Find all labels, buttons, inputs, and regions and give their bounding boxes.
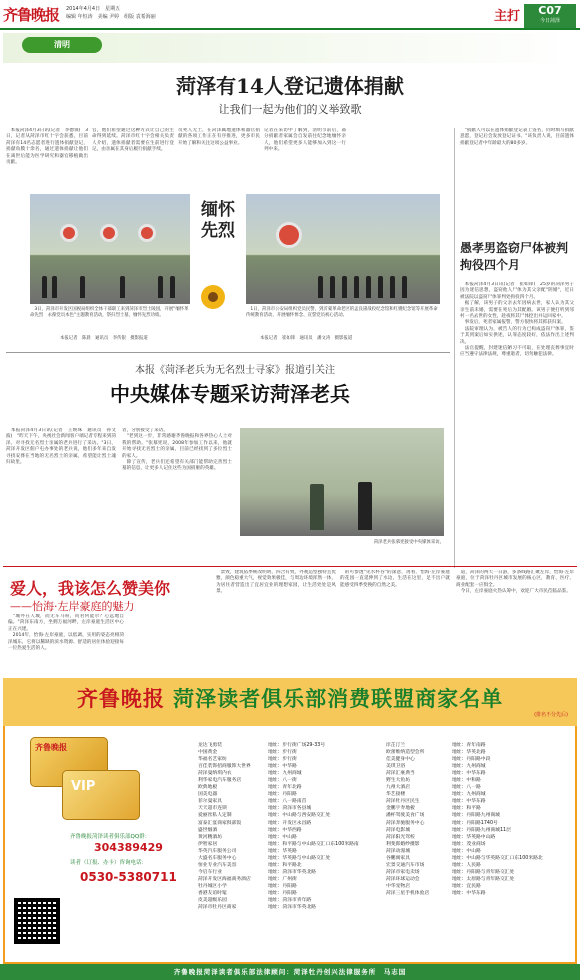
club-card-logo: 齐鲁晚报 — [35, 742, 67, 752]
qingming-badge: 清明 — [22, 37, 102, 53]
merchant-ad-heading: 菏泽读者俱乐部消费联盟商家名单 — [173, 686, 504, 711]
caption-veteran: 菏泽老兵张慕宪接受中央媒体采访。 — [373, 540, 444, 545]
merchant-name — [386, 897, 452, 904]
merchant-row — [198, 812, 574, 819]
merchant-ad-title — [10, 683, 570, 713]
merchant-address: 地址：中山路 — [268, 834, 297, 840]
merchant-address: 地址：华英路 — [268, 848, 297, 854]
club-phone-label: 读者（订报、办卡）咨询电话： — [70, 860, 148, 866]
merchant-address: 地址：菏泽市各县城 — [268, 806, 312, 812]
merchant-name: 野生大鱼坊 — [386, 778, 410, 784]
merchant-name: 金鹏宇寿地板 — [386, 806, 415, 812]
theft-body: 本报菏泽4月3日讯(记者 崔如锋) 25岁的菏泽男子因为迷信思想，盗窃他人尸体为其父亲配"阴婚"，近日被法院以盗窃尸体罪判处拘役四个月。 据了解，该男子的父亲去年因病去世，家人认为其父亲生前未婚，需要在死后为其配婚。该男子便打听到邻村一名去世的女性，趁夜将其尸体挖出并运回家中。 事发后，死者家属报警，警方很快将其抓获归案。 法院审理认为，被告人的行为已构成盗窃尸体罪，鉴于其到案后如实供述，认罪态度较好，依法作出上述判决。 法官提醒，封建迷信陋习不可取，在处理丧葬事宜时应当遵守法律法规，尊重逝者，切勿触犯法律。 — [460, 282, 574, 358]
merchant-name: 恒业专业汽车美容 — [198, 862, 237, 868]
merchant-name: 菏泽环球运动会 — [386, 876, 420, 882]
column-divider — [454, 128, 455, 568]
merchant-address: 地址：丹阳路与青年路交汇处 — [452, 869, 515, 875]
qr-code-icon[interactable] — [14, 898, 60, 944]
merchant-name: 菏泽开发区海福商务酒店 — [198, 876, 251, 882]
merchant-row — [198, 763, 574, 770]
merchant-name: 大盛名车服务中心 — [198, 855, 237, 861]
merchant-address: 地址：中山路与华英路交汇口东100米路北 — [452, 855, 543, 861]
merchant-row — [198, 834, 574, 841]
merchant-address: 地址：和平路与中山路交汇口东100米路南 — [268, 841, 359, 847]
merchant-address: 地址：菏泽市华英北路 — [268, 905, 316, 911]
merchant-row — [198, 770, 574, 777]
merchant-name: 中国黄金 — [198, 750, 218, 756]
headline-veterans: 中央媒体专题采访菏泽老兵 — [110, 382, 350, 406]
merchant-name: 盛世烟酒 — [198, 827, 218, 833]
merchant-row — [198, 805, 574, 812]
merchant-address: 地址：华英路与中山路交汇处 — [268, 855, 331, 861]
donation-col-5: "捐献人可以在遗体捐献登记表上签名，同时填写捐献意愿，登记后会发放登记证书。"该负责人说，目前遗体捐献登记者中年龄最大的80多岁。 — [460, 128, 574, 146]
merchant-name: 美琪卫浴 — [386, 764, 406, 770]
merchant-address: 地址：九州商城 — [452, 792, 486, 798]
merchant-name: 菏泽电影城 — [386, 827, 410, 833]
merchant-address: 地址：中华东路 — [452, 771, 486, 777]
subhead-donation: 让我们一起为他们的义举致歌 — [218, 103, 362, 116]
merchant-address: 地址：中山路与西安路交汇处 — [268, 813, 331, 819]
love-col-1: "城外在人城，而无车马喧，问君何能尔？心远地自偏。"菏泽东南方，坐拥万福河畔，左岸豪庭生活区中心正在兴建。 2014年，怡海·左岸豪庭，以低调、实用的姿态亮相菏泽城东，它将以稀缺的滨水资源、舒适的居住体验迎接每一位热爱生活的人。 — [8, 614, 124, 652]
flower-icon — [198, 282, 228, 312]
merchant-ad-brand: 齐鲁晚报 — [76, 686, 165, 711]
merchant-address: 地址：步行街 — [268, 757, 297, 763]
love-divider — [3, 566, 577, 567]
merchant-address: 地址：青年北路 — [268, 785, 302, 791]
headline-theft: 愚孝男盗窃尸体被判拘役四个月 — [460, 241, 569, 272]
club-phone-number: 0530-5380711 — [80, 870, 177, 884]
merchant-row — [198, 848, 574, 855]
merchant-name: 潘杯驾驶美食广场 — [386, 813, 425, 819]
merchant-row — [198, 890, 574, 897]
donation-col-3: 员死人无土，在菏泽属地遗体和器官捐献的各项工作正在有序推进，更多市民开始了解和关注这项公益事业。 — [178, 128, 260, 146]
merchant-address: 地址：丹阳路九州商城11层 — [452, 827, 511, 833]
merchant-ad-note: (排名不分先后) — [534, 712, 568, 718]
club-qq-number: 304389429 — [94, 841, 163, 854]
merchant-address: 地址：丹阳路 — [268, 792, 297, 798]
merchant-address: 地址：步行街 — [268, 750, 297, 756]
love-col-4: 道，菏泽的两天一日游，多条线路汇聚左岸，怡海·左岸豪庭，位于菏泽牡丹区城市发展的核心区，教育、医疗、商业配套一应俱全。 今日，左岸豪庭火热认筹中，欢迎广大市民莅临品鉴。 — [456, 570, 574, 595]
merchant-address: 地址：中华东路 — [452, 799, 486, 805]
merchant-address: 地址：八一路 — [452, 785, 481, 791]
merchant-row — [198, 777, 574, 784]
merchant-address: 地址：宜民路 — [452, 883, 481, 889]
merchant-address: 地址：丹阳路 — [268, 890, 297, 896]
merchant-name: 菏泽市牡丹区商家 — [198, 905, 237, 911]
merchant-row — [198, 742, 574, 749]
merchant-name: 佳美健身中心 — [386, 757, 415, 763]
merchant-address: 地址：华英路中山路 — [452, 834, 496, 840]
merchant-address: 地址：中华东路 — [452, 890, 486, 896]
love-col-3: 的可参透"见水杯吞"的深意，再看，怡海·左岸豪庭的花园一直延伸到了水边，生活在这里，足不出户就能感受四季变换的自然之美。 — [340, 570, 450, 588]
merchant-row — [198, 820, 574, 827]
merchant-row — [198, 904, 574, 911]
merchant-address: 地址：太原路与青年路交汇处 — [452, 876, 515, 882]
page-number: C07 — [538, 4, 562, 17]
love-col-2: 景致，建筑依季候改明明，四合有致，外观造型独特且优雅，颜色稳重大气，视觉效果极佳，与周边环境浑然一体，为居住者营造出了宜居宜业的理想家园，让生活处处是风景。 — [216, 570, 336, 595]
merchant-name: 菏泽曼纳琪内衣 — [198, 771, 232, 777]
merchant-address: 地址：开发区永昌路 — [268, 820, 312, 826]
vertical-title: 缅怀先烈 — [201, 200, 235, 241]
merchant-name: 今启车行业 — [198, 869, 222, 875]
merchant-name: 华艺接楼 — [386, 792, 406, 798]
merchant-name: 牡丹城区小学 — [198, 883, 227, 889]
merchant-row — [198, 862, 574, 869]
merchant-name: 中华宠物店 — [386, 883, 410, 889]
merchant-name: 欧典地板 — [198, 785, 218, 791]
merchant-address: 地址：和平路 — [452, 806, 481, 812]
merchant-row — [198, 897, 574, 904]
caption-police: 1日，菏泽市公安局组织党员民警，到沂蒙革命老区的孟良崮战役纪念馆和红嫂纪念馆等开展革命传统教育活动，开展缅怀悼念、宣誓党员初心活动。 — [246, 307, 438, 318]
merchant-address: 地址：中华路 — [268, 764, 297, 770]
caption-tax-credit: 本报记者 陈晨 通讯员 李传银 摄影报道 — [60, 336, 148, 341]
merchant-row — [198, 784, 574, 791]
merchant-address: 地址：丹阳路1740号 — [452, 820, 498, 826]
merchant-row — [198, 869, 574, 876]
section-divider — [6, 352, 450, 353]
merchant-address: 地址：九州商城 — [452, 764, 486, 770]
kicker-veterans: 本报《菏泽老兵为无名烈士寻家》报道引关注 — [135, 365, 335, 376]
merchant-name: 岸芷汀兰 — [386, 743, 406, 748]
merchant-name: 菏泽牡丹区民生 — [386, 799, 420, 805]
club-card-vip-label: VIP — [71, 779, 96, 794]
merchant-address: 地址：中和路 — [452, 778, 481, 784]
club-card-vip — [62, 770, 140, 820]
section-name: 主打 — [493, 9, 520, 24]
merchant-address: 地址：步行街广场29-33号 — [268, 743, 326, 748]
merchant-address: 地址：八一路南首 — [268, 799, 307, 805]
merchant-address: 地址：中山路 — [452, 848, 481, 854]
merchant-address: 地址：菏泽市华英北路 — [268, 869, 316, 875]
merchant-address: 地址：茂业商场 — [452, 841, 486, 847]
merchant-name: 龙达飞勇装 — [198, 743, 222, 748]
merchant-name: 菏泽阳光驾校 — [386, 834, 415, 840]
merchant-name: 黄河精酒坊 — [198, 834, 222, 840]
merchant-name: 爱丽丝私人定制 — [198, 813, 232, 819]
merchant-row — [198, 756, 574, 763]
merchant-name: 百佳装饰招商服饰大世界 — [198, 764, 251, 770]
caption-police-credit: 本报记者 崔如锋 通讯员 潘文涛 摄影报道 — [260, 336, 353, 341]
merchant-name — [386, 904, 452, 911]
merchant-row — [198, 749, 574, 756]
photo-veteran-interview — [240, 428, 444, 536]
merchant-name: 菏泽三星手机体验店 — [386, 890, 430, 896]
merchant-name: 九州大酒店 — [386, 785, 410, 791]
photo-memorial-police — [246, 194, 440, 304]
merchant-row — [198, 791, 574, 798]
merchant-address: 地址：青年南路 — [452, 743, 486, 748]
donation-col-2: 官，他们希望通过这种方式让自己的生命得到延续。菏泽市红十字会相关负责人介绍，遗体捐献者需要在生前进行登记，由亲属在其身后履行捐献手续。 — [92, 128, 174, 153]
merchant-row — [198, 827, 574, 834]
club-qq-label: 齐鲁晚报菏泽读者俱乐部QQ群： — [70, 834, 151, 840]
page-section: 今日菏泽 — [539, 18, 560, 24]
issue-date: 2014年4月4日 星期五 — [66, 6, 121, 12]
donation-col-4: 记者在采访中了解到，清明节前后，部分捐献者家属会自发前往纪念地缅怀亲人，他们希望更多人能够加入到这一行列中来。 — [264, 128, 346, 153]
love-title: 爱人，我该怎么赞美你 — [10, 579, 171, 598]
merchant-name: 菏泽动漫城 — [386, 848, 410, 854]
merchant-name: 谷鹏寓家具 — [386, 855, 410, 861]
merchant-row — [198, 798, 574, 805]
merchant-name: 利斐郎婚纱摄影 — [386, 841, 420, 847]
merchant-address: 地址：华英北路 — [452, 750, 486, 756]
merchant-name: 菏泽奔驰服务中心 — [386, 820, 425, 826]
footer-legal: 齐鲁晚报菏泽读者俱乐部法律顾问：菏泽牡丹创兴法律服务所 马志国 — [0, 964, 580, 980]
merchant-row — [198, 883, 574, 890]
merchant-address: 地址：丹阳路九州商城 — [452, 813, 500, 819]
merchant-name: 菏泽市家电卖场 — [386, 869, 420, 875]
headline-donation: 菏泽有14人登记遗体捐献 — [176, 74, 404, 98]
merchant-name: 菏泽汇豪典当 — [386, 771, 415, 777]
love-subtitle: ——怡海·左岸豪庭的魅力 — [10, 600, 135, 613]
newspaper-logo: 齐鲁晚报 — [3, 6, 60, 24]
merchant-address — [452, 904, 574, 911]
editor-credits: 编辑 年恒涛 美编 尹婷 组版 袁希海丽 — [66, 14, 156, 20]
merchant-name: 富泰汇宴商家俱部饭 — [198, 820, 242, 826]
merchant-name: 华福名艺家纺 — [198, 757, 227, 763]
merchant-name: 皮美超级乐园 — [198, 898, 227, 904]
merchant-address: 地址：人民路 — [452, 862, 481, 868]
merchant-address: 地址：和平路北 — [268, 862, 302, 868]
veterans-col-1: 本报菏泽4月3日讯(记者 王焕珠 通讯员 孙文波) "昨天下午，央视社会新闻客户端记者专程来到菏泽，对寻找无名烈士亲属的老兵进行了采访。"3日，菏泽开发区佃户屯办事处的老兵说，他们多年来自发寻找安葬在当地的无名烈士的亲属，希望能让烈士魂归故里。 — [6, 428, 116, 466]
photo-cemetery-tax — [30, 194, 190, 304]
merchant-name: 宏景交通汽车市场 — [386, 862, 425, 868]
merchant-address: 地址：中华西路 — [268, 827, 302, 833]
merchant-address: 地址：菏泽市青年路 — [268, 898, 312, 904]
merchant-name: 国美电器 — [198, 792, 218, 798]
merchant-name: 天天超市连锁 — [198, 806, 227, 812]
merchant-name: 菲尔曼家具 — [198, 799, 222, 805]
merchant-name: 香港友谊时髦 — [198, 890, 227, 896]
merchant-name: 伊智家居 — [198, 841, 218, 847]
merchant-address: 地址：丹阳路中段 — [452, 757, 491, 763]
merchant-row — [198, 876, 574, 883]
merchant-name: 欧蕾维纳造型会所 — [386, 750, 425, 756]
merchant-address — [452, 897, 574, 904]
merchant-address: 地址：八一街 — [268, 778, 297, 784]
merchant-address: 地址：广州街 — [268, 876, 297, 882]
merchant-row — [198, 841, 574, 848]
veterans-col-2: 者，分别接受了采访。 "老到这一步，非常感谢齐鲁晚报和各界热心人士对我的帮助。"张慕宪说，2008年参加工作以来，他就开始寻找无名烈士的亲属，目前已经找到了多位烈士的家人。 除了宣传，老兵们还希望有关部门能帮助完善烈士墓的信息，让更多人记住这些为国捐躯的英雄。 — [122, 428, 232, 472]
caption-tax-bureau: 3日，菏泽市开发区国税局组织全体干部职工来到菏泽市烈士陵园，开展"缅怀革命先烈 永葆党员本色"主题教育活动，祭扫烈士墓，缅怀先烈功绩。 — [30, 307, 189, 318]
merchant-name: 利华家电汽车服务店 — [198, 778, 242, 784]
merchant-address: 地址：丹阳路 — [268, 883, 297, 889]
merchant-table — [198, 742, 574, 911]
merchant-row — [198, 855, 574, 862]
donation-col-1: 本报菏泽4月3日讯(记者 李德领) 3日，记者从菏泽市红十字会获悉，目前菏泽有14名志愿者进行遗体捐献登记，捐献角膜十余名，通过遗体捐献让他们在离世后能为医学研究和器官移植做出贡献。 — [6, 128, 88, 166]
merchant-name: 华英汽车服务公司 — [198, 848, 237, 854]
page-number-box — [524, 4, 576, 28]
merchant-address: 地址：九州商城 — [268, 771, 302, 777]
